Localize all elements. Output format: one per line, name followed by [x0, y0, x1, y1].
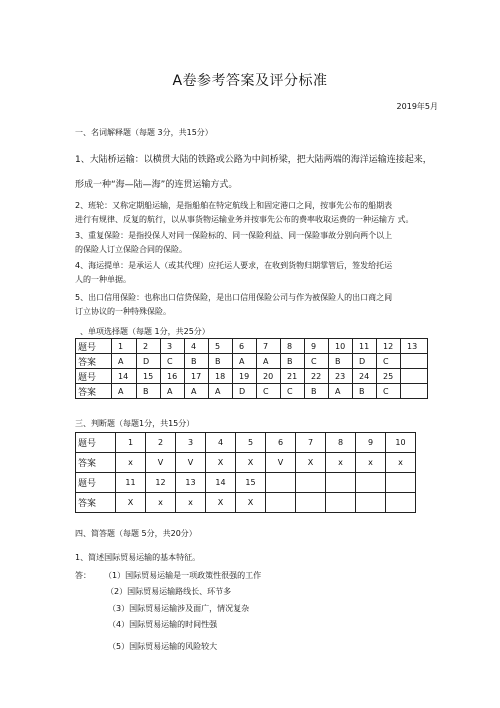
- tf-no: [296, 473, 326, 493]
- tf-ans: x: [176, 493, 206, 513]
- choice-no: 22: [305, 369, 329, 384]
- choice-no: 17: [185, 369, 209, 384]
- tf-no: 8: [326, 433, 356, 453]
- section1-line-4: 进行有规律、反复的航行，以从事货物运输业务并按事先公布的费率收取运费的一种运输方 式。: [75, 215, 414, 224]
- tf-ans: X: [236, 453, 266, 473]
- tf-ans: V: [176, 453, 206, 473]
- section1-line-8: 人的一种单据。: [75, 275, 131, 284]
- choice-ans: A: [329, 384, 353, 399]
- choice-ans: A: [161, 384, 185, 399]
- tf-no: 6: [266, 433, 296, 453]
- tf-no: [386, 473, 416, 493]
- tf-no: 9: [356, 433, 386, 453]
- choice-no: 7: [257, 339, 281, 354]
- choice-ans: A: [112, 384, 137, 399]
- tf-no: 13: [176, 473, 206, 493]
- document-date: 2019年5月: [396, 102, 438, 111]
- tf-ans: X: [236, 493, 266, 513]
- choice-no: 3: [161, 339, 185, 354]
- choice-ans: A: [257, 354, 281, 369]
- choice-ans: A: [209, 384, 233, 399]
- choice-ans: B: [353, 384, 377, 399]
- choice-no: 5: [209, 339, 233, 354]
- tf-no: 7: [296, 433, 326, 453]
- choice-no: 12: [377, 339, 401, 354]
- choice-no: 24: [353, 369, 377, 384]
- tf-no: 10: [386, 433, 416, 453]
- section1-line-6: 的保险人订立保险合同的保险。: [75, 245, 187, 254]
- choice-ans: C: [161, 354, 185, 369]
- tf-label-no: 题号: [76, 433, 116, 453]
- choice-no: 8: [281, 339, 305, 354]
- choice-ans: A: [185, 384, 209, 399]
- tf-label-ans: 答案: [76, 493, 116, 513]
- tf-no: 4: [206, 433, 236, 453]
- choice-ans: [401, 384, 428, 399]
- tf-ans: X: [116, 493, 146, 513]
- choice-ans: B: [281, 354, 305, 369]
- choice-no: 4: [185, 339, 209, 354]
- tf-label-ans: 答案: [76, 453, 116, 473]
- tf-ans: x: [116, 453, 146, 473]
- choice-row-numbers-2: [76, 369, 428, 384]
- tf-ans: X: [206, 453, 236, 473]
- tf-ans: X: [296, 453, 326, 473]
- tf-ans: x: [356, 453, 386, 473]
- choice-no: 14: [112, 369, 137, 384]
- section4-heading: 四、简答题（每题 5分，共20分）: [75, 529, 197, 538]
- tf-row-numbers-1: [76, 433, 416, 453]
- section1-line-10: 订立协议的一种特殊保险。: [75, 307, 171, 316]
- choice-row-answers-2: [76, 384, 428, 399]
- choice-label-no: 题号: [76, 369, 112, 384]
- section1-line-5: 3、重复保险：是指投保人对同一保险标的、同一保险利益、同一保险事故分别向两个以上: [75, 231, 393, 240]
- choice-ans: B: [305, 384, 329, 399]
- answer-label: 答：: [75, 571, 91, 580]
- tf-no: [356, 473, 386, 493]
- choice-no: 21: [281, 369, 305, 384]
- choice-no: 16: [161, 369, 185, 384]
- choice-label-ans: 答案: [76, 354, 112, 369]
- section1-line-7: 4、海运提单：是承运人（或其代理）应托运人要求，在收到货物归期掌管后，签发给托运: [75, 261, 393, 270]
- answer-point-5: （5）国际贸易运输的风险较大: [108, 642, 218, 651]
- choice-row-numbers-1: [76, 339, 428, 354]
- choice-row-answers-1: [76, 354, 428, 369]
- tf-ans: V: [146, 453, 176, 473]
- tf-ans: V: [266, 453, 296, 473]
- choice-label-ans: 答案: [76, 384, 112, 399]
- tf-no: 12: [146, 473, 176, 493]
- choice-ans: B: [137, 384, 161, 399]
- answer-point-4: （4）国际贸易运输的时间性强: [108, 620, 218, 629]
- choice-no: 20: [257, 369, 281, 384]
- choice-no: [401, 369, 428, 384]
- document-title: A卷参考答案及评分标准: [172, 73, 328, 89]
- choice-no: 25: [377, 369, 401, 384]
- choice-answer-table: [75, 338, 428, 399]
- choice-ans: A: [112, 354, 137, 369]
- choice-label-no: 题号: [76, 339, 112, 354]
- tf-ans: [356, 493, 386, 513]
- tf-no: 14: [206, 473, 236, 493]
- choice-ans: D: [353, 354, 377, 369]
- choice-no: 2: [137, 339, 161, 354]
- choice-ans: B: [329, 354, 353, 369]
- tf-ans: x: [386, 453, 416, 473]
- tf-label-no: 题号: [76, 473, 116, 493]
- choice-no: 19: [233, 369, 257, 384]
- tf-no: [326, 473, 356, 493]
- choice-no: 11: [353, 339, 377, 354]
- tf-row-numbers-2: [76, 473, 416, 493]
- choice-ans: D: [137, 354, 161, 369]
- section1-line-2: 形成一种“海—陆—海”的连贯运输方式。: [75, 180, 238, 190]
- choice-no: 23: [329, 369, 353, 384]
- choice-ans: C: [257, 384, 281, 399]
- choice-ans: B: [185, 354, 209, 369]
- answer-point-1: （1）国际贸易运输是一项政策性很强的工作: [104, 571, 262, 580]
- section3-heading: 三、判断题（每题1分，共15分）: [75, 419, 195, 428]
- choice-no: 18: [209, 369, 233, 384]
- tf-ans: x: [146, 493, 176, 513]
- choice-ans: C: [281, 384, 305, 399]
- tf-no: 3: [176, 433, 206, 453]
- choice-no: 13: [401, 339, 428, 354]
- choice-no: 6: [233, 339, 257, 354]
- tf-ans: x: [326, 453, 356, 473]
- tf-no: 15: [236, 473, 266, 493]
- choice-ans: D: [233, 384, 257, 399]
- section1-line-1: 1、大陆桥运输：以横贯大陆的铁路或公路为中间桥梁，把大陆两端的海洋运输连接起来，: [75, 155, 432, 165]
- tf-row-answers-2: [76, 493, 416, 513]
- tf-no: 5: [236, 433, 266, 453]
- choice-ans: C: [377, 354, 401, 369]
- choice-ans: B: [209, 354, 233, 369]
- choice-ans: A: [233, 354, 257, 369]
- section1-line-3: 2、班轮：又称定期船运输，是指船舶在特定航线上和固定港口之间，按事先公布的船期表: [75, 201, 393, 210]
- choice-ans: C: [305, 354, 329, 369]
- choice-no: 10: [329, 339, 353, 354]
- tf-no: 11: [116, 473, 146, 493]
- section1-heading: 一、名词解释题（每题 3分，共15分）: [75, 128, 213, 137]
- tf-ans: [386, 493, 416, 513]
- tf-no: [266, 473, 296, 493]
- choice-no: 9: [305, 339, 329, 354]
- choice-no: 15: [137, 369, 161, 384]
- true-false-answer-table: [75, 432, 416, 513]
- section4-question-1: 1、简述国际贸易运输的基本特征。: [75, 553, 201, 562]
- tf-ans: X: [206, 493, 236, 513]
- choice-ans: [401, 354, 428, 369]
- tf-ans: [266, 493, 296, 513]
- tf-ans: [326, 493, 356, 513]
- choice-no: 1: [112, 339, 137, 354]
- choice-ans: C: [377, 384, 401, 399]
- tf-row-answers-1: [76, 453, 416, 473]
- answer-point-2: （2）国际贸易运输路线长、环节多: [106, 587, 232, 596]
- answer-point-3: （3）国际贸易运输涉及面广，情况复杂: [108, 604, 250, 613]
- tf-no: 2: [146, 433, 176, 453]
- tf-ans: [296, 493, 326, 513]
- tf-no: 1: [116, 433, 146, 453]
- section2-heading: 、单项选择题（每题 1分，共25分）: [80, 327, 210, 336]
- section1-line-9: 5、出口信用保险：也称出口信贷保险，是出口信用保险公司与作为被保险人的出口商之间: [75, 293, 393, 302]
